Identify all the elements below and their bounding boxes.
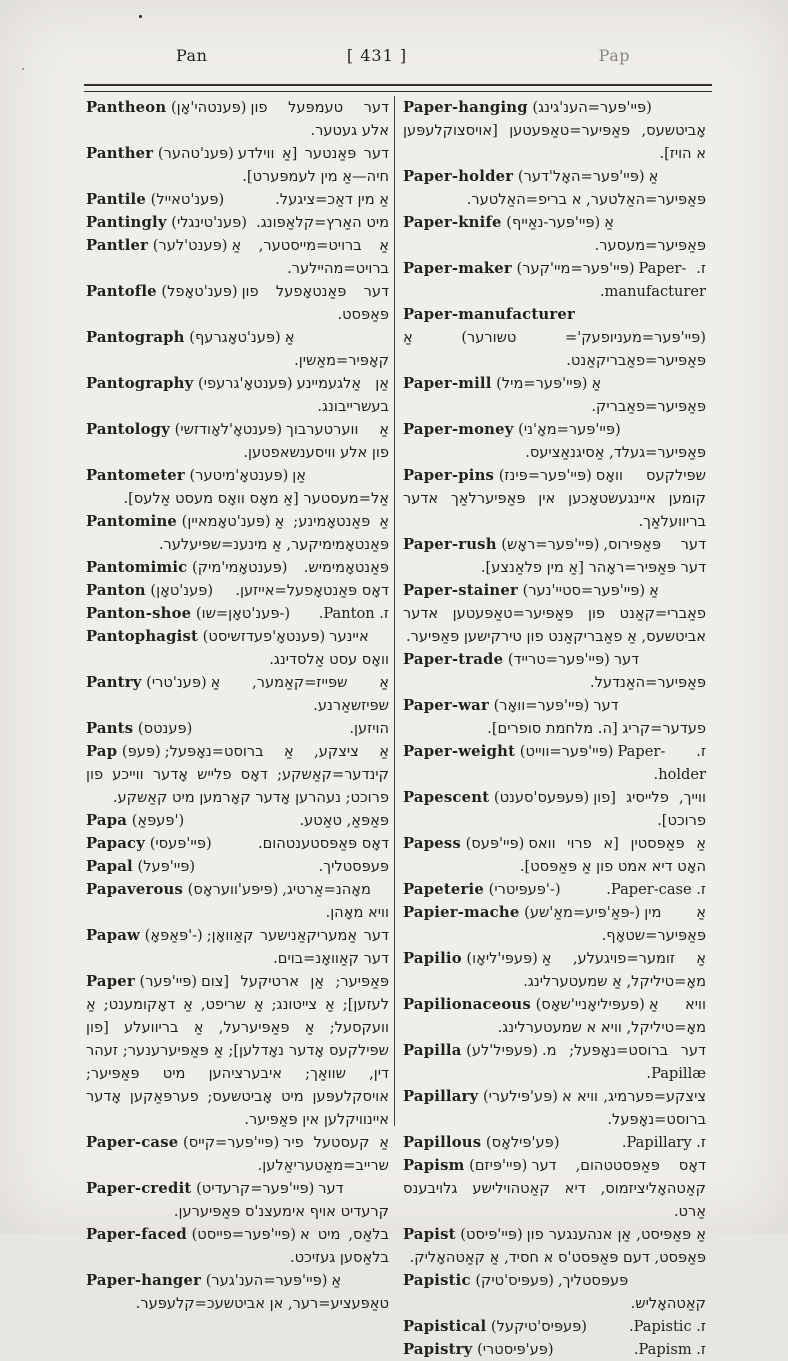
- definition-yiddish: ז. Paper-holder.: [617, 743, 706, 783]
- headword: Pantography: [86, 375, 194, 392]
- dictionary-entry: [86, 832, 389, 855]
- definition-yiddish: דער פּאַפּיער=האַנדעל.: [589, 651, 706, 691]
- definition-yiddish: דער קרעדיט אויף אימעצנ'ס פּאַפּיערען.: [173, 1180, 389, 1220]
- headword-with-pronunciation: [403, 878, 565, 901]
- dictionary-entry: [86, 280, 389, 326]
- headword-with-pronunciation: [86, 809, 188, 832]
- pronunciation: (פּיי'פּער=קייס): [178, 1134, 280, 1151]
- headword-with-pronunciation: [403, 832, 528, 855]
- headword: Papist: [403, 1226, 456, 1243]
- definition-yiddish: פּעפּסטליך, קאַטהאָליש.: [557, 1272, 706, 1312]
- headword: Papistry: [403, 1341, 473, 1358]
- definition-yiddish: פּאַפּיער=געלד, אַסיגנאַציעס.: [525, 444, 706, 461]
- pronunciation: (פּענטאָ'לאָודזשי): [170, 421, 283, 438]
- definition-yiddish: אַ פּאַפּיער=פאַבריק.: [591, 375, 706, 415]
- pronunciation: (פּיי'פּער=הענ'גינג): [527, 99, 652, 116]
- headword: Pantomine: [86, 513, 178, 530]
- two-column-text-block: [86, 96, 706, 1358]
- headword: Papilionaceous: [403, 996, 531, 1013]
- headword: Paper-faced: [86, 1226, 187, 1243]
- headword: Papescent: [403, 789, 490, 806]
- headword-with-pronunciation: [86, 1223, 300, 1246]
- headword-with-pronunciation: [403, 257, 639, 280]
- headword-with-pronunciation: [403, 1039, 542, 1062]
- pronunciation: (פּיי'פּער=וואָר): [488, 697, 590, 714]
- dictionary-entry: [403, 1085, 706, 1131]
- dictionary-entry: [86, 671, 389, 717]
- pronunciation: (פּיי'פּער=ווייט): [515, 743, 614, 760]
- headword: Panton-shoe: [86, 605, 192, 622]
- dictionary-entry: [403, 1131, 706, 1154]
- pronunciation: (פּיי'פּער=הענ'גער): [201, 1272, 328, 1289]
- headword: Pantile: [86, 191, 146, 208]
- dictionary-entry: [403, 832, 706, 878]
- dictionary-entry: [86, 142, 389, 188]
- headword: Papism: [403, 1157, 465, 1174]
- definition-yiddish: מאָהנ=אַרטיג, וויא מאָהן.: [282, 881, 389, 921]
- headword: Paper: [86, 973, 135, 990]
- headword: Paper-manufacturer: [403, 306, 575, 323]
- definition-yiddish: מיט האַרץ=קלאַפּונג.: [256, 214, 389, 231]
- definition-yiddish: אַ פּאַפּיער=האַלטער, א בריפ=האַלטער.: [466, 168, 706, 208]
- pronunciation: (פּאַ'פּיע=מאַ'שע-): [519, 904, 641, 921]
- headword-with-pronunciation: [403, 1223, 527, 1246]
- headword: Panton: [86, 582, 146, 599]
- definition-yiddish: דער אַמעריקאַנישער קאַוואָן; דער קאַוואָנ=בוים.: [206, 927, 389, 967]
- scan-speck: [22, 68, 24, 70]
- definition-yiddish: וויא אַ מאָ=טיליקל, וויא א שמעטערלינג.: [497, 996, 706, 1036]
- dictionary-entry: [403, 947, 706, 993]
- headword: Paper-pins: [403, 467, 495, 484]
- headword: Paper-weight: [403, 743, 516, 760]
- dictionary-entry: [403, 901, 706, 947]
- headword-with-pronunciation: [403, 418, 625, 441]
- definition-yiddish: אַ ברויט=מייסטער, אַ ברויט=מהיילער.: [231, 237, 389, 277]
- headword-with-pronunciation: [86, 1131, 283, 1154]
- pronunciation: (פּיי'פּיסט): [455, 1226, 523, 1243]
- headword-with-pronunciation: [86, 211, 251, 234]
- headword: Pantology: [86, 421, 171, 438]
- headword-with-pronunciation: [403, 1315, 591, 1338]
- dictionary-entry: [86, 717, 389, 740]
- headword: Paper-war: [403, 697, 489, 714]
- dictionary-entry: [403, 648, 706, 694]
- right-column: [395, 96, 706, 1358]
- headword-with-pronunciation: [403, 579, 649, 602]
- dictionary-entry: [86, 1269, 389, 1315]
- pronunciation: (פּע'פּיסטרי): [472, 1341, 554, 1358]
- headword: Pantheon: [86, 99, 167, 116]
- definition-yiddish: ז. Papism.: [633, 1341, 706, 1358]
- pronunciation: (פּיי'פּער=האָל'דער): [513, 168, 645, 185]
- dictionary-entry: [86, 418, 389, 464]
- definition-yiddish: אַ ציצקע, אַ ברוסט=נאָפּעל; קינדער=קאַשקע; דאָס פלייש אָדער ווייכע פון פרוכט; נעהרען אָדער קאָרמען מיט קאַשקע.: [86, 743, 389, 806]
- pronunciation: (פּיי'פּער-נאַייף): [501, 214, 601, 231]
- headword: Paper-knife: [403, 214, 502, 231]
- definition-yiddish: דער ברוסט=נאָפּעל; מ. Papillæ.: [541, 1042, 706, 1082]
- headword-with-pronunciation: [403, 648, 614, 671]
- headword-with-pronunciation: [403, 1338, 558, 1361]
- dictionary-entry: [86, 878, 389, 924]
- pronunciation: (פּיי'פּעסי): [145, 835, 212, 852]
- pronunciation: (פּעפּ): [117, 743, 161, 760]
- pronunciation: (פּעפּעס'סענט): [489, 789, 590, 806]
- pronunciation: (פּיפּע'וועראָס): [183, 881, 279, 898]
- definition-yiddish: אַן אַלגעמיינע בעשרייבונג.: [296, 375, 389, 415]
- header-double-rule: [84, 84, 712, 92]
- page-number: [ 431 ]: [346, 46, 408, 65]
- headword-with-pronunciation: [86, 970, 201, 993]
- pronunciation: (פּע'פּילערי): [478, 1088, 558, 1105]
- definition-yiddish: דער פעדער=קריג [ה. מלחמת סופרים].: [487, 697, 706, 737]
- pronunciation: (פּיי'פּער): [134, 973, 198, 990]
- dictionary-entry: [86, 809, 389, 832]
- definition-yiddish: אַן אַל=מעסטער [אַ מאָס וואָס מעסט אַלעס].: [123, 467, 389, 507]
- dictionary-entry: [403, 694, 706, 740]
- pronunciation: (פּענטאָ'גרעפי): [193, 375, 293, 392]
- pronunciation: (פּענ'טהער): [153, 145, 234, 162]
- dictionary-entry: [403, 257, 706, 303]
- headword: Papistic: [403, 1272, 471, 1289]
- definition-yiddish: אַ פּאַנטאָמינע; אַ פּאַנטאָמימיקער, אַ מינענ=שפּיעלער.: [158, 513, 389, 553]
- pronunciation: (פּענט'לער): [148, 237, 228, 254]
- dictionary-entry: [403, 165, 706, 211]
- headword-with-pronunciation: [86, 717, 196, 740]
- headword: Pantomimic: [86, 559, 188, 576]
- definition-yiddish: דאָס פּאַנטאָפעל=אייזען.: [235, 582, 389, 599]
- definition-yiddish: ז. Papistic.: [628, 1318, 706, 1335]
- dictionary-entry: [403, 579, 706, 648]
- headword-with-pronunciation: [86, 510, 275, 533]
- headword-with-pronunciation: [86, 832, 216, 855]
- definition-yiddish: דער טעמפּעל פון אלע געטער.: [250, 99, 389, 139]
- pronunciation: (פּעפּיל'לע): [461, 1042, 538, 1059]
- headword-with-pronunciation: [86, 1269, 331, 1292]
- pronunciation: (פּיי'פּער=פייסט): [186, 1226, 296, 1243]
- dictionary-entry: [86, 556, 389, 579]
- definition-yiddish: אַ טאַפּעציע=רער, אן אביטשעכ=קלעפּער.: [135, 1272, 389, 1312]
- definition-yiddish: פּאַפּאַ, טאַטע.: [299, 812, 389, 829]
- dictionary-entry: [403, 533, 706, 579]
- headword-with-pronunciation: [86, 418, 286, 441]
- headword-with-pronunciation: [86, 556, 291, 579]
- definition-yiddish: אַ מין פּאַפּיער=שטאָף.: [601, 904, 706, 944]
- pronunciation: (פּענ'טאייל): [145, 191, 225, 208]
- dictionary-entry: [86, 211, 389, 234]
- headword-with-pronunciation: [86, 855, 199, 878]
- pronunciation: (פּענ'טרי): [141, 674, 207, 691]
- headword: Paper-holder: [403, 168, 514, 185]
- pronunciation: (פּעפּי'ליאָו): [461, 950, 538, 967]
- dictionary-entry: [403, 878, 706, 901]
- headword-with-pronunciation: [86, 671, 211, 694]
- headword-with-pronunciation: [86, 878, 282, 901]
- headword: Papistical: [403, 1318, 487, 1335]
- headword: Papilla: [403, 1042, 462, 1059]
- pronunciation: (פּענ'טינגלי): [166, 214, 247, 231]
- dictionary-entry: [86, 326, 389, 372]
- headword: Paper-hanging: [403, 99, 528, 116]
- definition-yiddish: ווייך, פלייסיג [פון פרוכט].: [593, 789, 706, 829]
- headword-with-pronunciation: [403, 901, 644, 924]
- left-column: [86, 96, 395, 1312]
- dictionary-entry: [403, 418, 706, 464]
- headword-with-pronunciation: [86, 579, 217, 602]
- dictionary-entry: [86, 372, 389, 418]
- pronunciation: (פּאַפּאָ'-): [140, 927, 203, 944]
- pronunciation: (פּיי'פּער=ראָש): [496, 536, 600, 553]
- pronunciation: (פּיי'פּעס): [460, 835, 525, 852]
- definition-yiddish: ז. Paper-manufacturer.: [599, 260, 706, 300]
- dictionary-entry: [403, 786, 706, 832]
- pronunciation: (פּענטאָ'מיטער): [184, 467, 289, 484]
- definition-yiddish: בלאַס, מיט א בלאַסען געזיכט.: [290, 1226, 389, 1266]
- pronunciation: (פּע'פּילאָס): [481, 1134, 560, 1151]
- headword-with-pronunciation: [403, 1154, 531, 1177]
- dictionary-entry: [86, 510, 389, 556]
- headword: Pap: [86, 743, 118, 760]
- dictionary-entry: [403, 464, 706, 533]
- definition-yiddish: אַ פּאַפּיער=מעסער.: [594, 214, 706, 254]
- pronunciation: (פּיי'פּער=פּינז): [494, 467, 592, 484]
- dictionary-entry: [403, 211, 706, 257]
- headword-with-pronunciation: [86, 602, 294, 625]
- dictionary-entry: [86, 1177, 389, 1223]
- pronunciation: (פּענטס): [133, 720, 193, 737]
- dictionary-entry: [86, 464, 389, 510]
- definition-yiddish: פּאַנטאָמימיש.: [303, 559, 389, 576]
- headword-with-pronunciation: [86, 924, 207, 947]
- dictionary-entry: [403, 372, 706, 418]
- headword-with-pronunciation: [403, 1131, 564, 1154]
- definition-yiddish: דאָס פּאַפּסטענטהום.: [257, 835, 389, 852]
- headword-with-pronunciation: [86, 234, 231, 257]
- pronunciation: (פּענ'טאָן): [145, 582, 214, 599]
- pronunciation: (פּענ'טאָמאיין): [177, 513, 271, 530]
- pronunciation: (פּענטהי'אָן): [166, 99, 247, 116]
- definition-yiddish: אַ שפּייז=קאַמער, אַ שפּיזשאַרנע.: [210, 674, 389, 714]
- dictionary-entry: [403, 1154, 706, 1223]
- dictionary-entry: [403, 740, 706, 786]
- pronunciation: (פּענטאָ'פעדזשיסט): [198, 628, 326, 645]
- dictionary-entry: [86, 1131, 389, 1177]
- headword: Paper-money: [403, 421, 514, 438]
- dictionary-entry: [86, 740, 389, 809]
- headword-with-pronunciation: [86, 142, 238, 165]
- definition-yiddish: דער פּאַפּירוס, דער פּאַפּיר=ראָהר [אַ מין פלאַנצע].: [480, 536, 706, 576]
- definition-yiddish: דער פּאַנטער [אַ ווילדע חיה—אַ מין לעמפּערט].: [237, 145, 389, 185]
- headword: Pants: [86, 720, 134, 737]
- headword-with-pronunciation: [86, 280, 242, 303]
- headword-with-pronunciation: [403, 533, 603, 556]
- definition-yiddish: פּאַפּיער; אַן ארטיקעל [צום לעזען]; אַ צייטונג; אַ שריפט, אַ דאָקומענט; אַ וועקסעל; אַ פּאַפּיערעל, אַ בריוועלע [פון שפּילקעס אָדער נאָדלען]; אַ פּאַפּיערענער; זעהר דין, שוואַך; איבערציהען מיט פּאַפּיער; אויסקלעפּען מיט אָביטשעס; פערפּאַקען אָדער איינוויקלען אין פּאַפּיער.: [86, 973, 389, 1128]
- headword-with-pronunciation: [403, 694, 593, 717]
- headword-with-pronunciation: [86, 625, 329, 648]
- pronunciation: (פּעפּיטרי'-): [483, 881, 561, 898]
- definition-yiddish: (פּיי'פּער=מעניופעק'= טשורער) אַ פּאַפּיער=פאַבריקאַנט.: [403, 329, 706, 369]
- definition-yiddish: דאָס פּאַפּסטטהום, דער קאַטהאָליציזמוס, דיא קאַטהוילישע גלויבענס אַרט.: [403, 1157, 706, 1220]
- pronunciation: (פּענ'טאָפל): [156, 283, 238, 300]
- definition-yiddish: אָביטשעס, פּאַפּיער=טאַפּעטען [אויסצוקלעפּען א הויז].: [403, 122, 706, 162]
- definition-yiddish: אַ קאָפּיר=מאַשין.: [284, 329, 389, 369]
- definition-yiddish: איינער וואָס עסט אַלסדינג.: [269, 628, 389, 668]
- headword: Pantingly: [86, 214, 167, 231]
- headword: Panther: [86, 145, 154, 162]
- scan-speck: [139, 15, 142, 18]
- headword-with-pronunciation: [86, 464, 292, 487]
- pronunciation: (פּענטאָמי'מיק): [187, 559, 288, 576]
- headword: Paper-trade: [403, 651, 504, 668]
- headword: Paper-rush: [403, 536, 497, 553]
- definition-yiddish: אַ קעסטעל פיר שרייב=מאַטעריאַלען.: [257, 1134, 389, 1174]
- headword-with-pronunciation: [403, 372, 591, 395]
- headword: Papillary: [403, 1088, 479, 1105]
- headword: Pantry: [86, 674, 142, 691]
- headword-with-pronunciation: [403, 96, 656, 119]
- pronunciation: (פּיי'פּער=מיי'קער): [511, 260, 635, 277]
- pronunciation: (פּעפּיס'טיקעל): [486, 1318, 587, 1335]
- dictionary-entry: [403, 1223, 706, 1269]
- headword: Papal: [86, 858, 133, 875]
- definition-yiddish: ציצקע=פערמיג, וויא א ברוסט=נאָפּעל.: [561, 1088, 706, 1128]
- headword-with-pronunciation: [403, 786, 593, 809]
- pronunciation: (פּעפּאַ'): [127, 812, 185, 829]
- dictionary-entry: [403, 96, 706, 165]
- dictionary-entry: [403, 1338, 706, 1361]
- dictionary-entry: [403, 993, 706, 1039]
- headword-with-pronunciation: [86, 1177, 318, 1200]
- headword: Pantophagist: [86, 628, 199, 645]
- headword-with-pronunciation: [86, 372, 297, 395]
- definition-yiddish: אַ מין דאַכ=ציגעל.: [275, 191, 389, 208]
- headword-with-pronunciation: [403, 464, 596, 487]
- headword: Papeterie: [403, 881, 484, 898]
- definition-yiddish: דער פּאַנטאָפעל פון פּאַפּסט.: [241, 283, 389, 323]
- headword-with-pronunciation: [403, 993, 649, 1016]
- dictionary-entry: [86, 1223, 389, 1269]
- headword-with-pronunciation: [86, 188, 228, 211]
- headword-with-pronunciation: [403, 1269, 558, 1292]
- definition-yiddish: אַ ווערטערבוך פון אלע וויסענשאפטען.: [243, 421, 389, 461]
- headword-with-pronunciation: [86, 96, 250, 119]
- dictionary-entry: [86, 970, 389, 1131]
- pronunciation: (פּעפּיס'טיק): [470, 1272, 554, 1289]
- headword: Papa: [86, 812, 128, 829]
- dictionary-entry: [403, 1269, 706, 1315]
- dictionary-entry: [86, 234, 389, 280]
- headword-with-pronunciation: [403, 165, 649, 188]
- headword: Paper-mill: [403, 375, 492, 392]
- headword: Pantometer: [86, 467, 185, 484]
- definition-yiddish: שפּילקעס וואָס קומען איינגעשטאָכען אין פּאַפּיערלאַך אדער בריוועלאַך.: [403, 467, 706, 530]
- headword-with-pronunciation: [86, 326, 285, 349]
- definition-yiddish: הויזען.: [349, 720, 389, 737]
- pronunciation: (פּענ'טאָן=שו-): [191, 605, 291, 622]
- dictionary-entry: [403, 303, 706, 372]
- pronunciation: (פּיי'פּיזם): [464, 1157, 528, 1174]
- headword: Pantofle: [86, 283, 157, 300]
- running-head-right-word: Pap: [598, 46, 630, 65]
- headword-with-pronunciation: [403, 947, 542, 970]
- headword-with-pronunciation: [403, 740, 618, 763]
- headword: Papilio: [403, 950, 462, 967]
- dictionary-entry: [86, 855, 389, 878]
- headword: Paper-credit: [86, 1180, 192, 1197]
- definition-yiddish: אַ פּאַפּיסט, אַן אנהענגער פון פּאַפּסט, דעם פּאַפּסט'ס א חסיד, אַ קאַטהאָליק.: [409, 1226, 706, 1266]
- dictionary-entry: [86, 579, 389, 602]
- definition-yiddish: ז. Panton.: [318, 605, 389, 622]
- running-head: [84, 46, 710, 68]
- headword: Papaw: [86, 927, 140, 944]
- running-head-left-word: Pan: [176, 46, 208, 65]
- headword: Paper-case: [86, 1134, 179, 1151]
- dictionary-entry: [86, 188, 389, 211]
- pronunciation: (פּיי'פּער=קרעדיט): [191, 1180, 315, 1197]
- headword: Paper-stainer: [403, 582, 518, 599]
- pronunciation: (פּענ'טאָגרעף): [184, 329, 281, 346]
- pronunciation: (פּיי'פּער=טרייד): [503, 651, 610, 668]
- definition-yiddish: פּעפּסטליך.: [318, 858, 389, 875]
- headword: Papillous: [403, 1134, 482, 1151]
- definition-yiddish: ז. Papillary.: [621, 1134, 706, 1151]
- pronunciation: (פּיי'פּער=מאָ'ני): [513, 421, 621, 438]
- pronunciation: (פּיי'פּעל): [132, 858, 196, 875]
- headword: Papess: [403, 835, 461, 852]
- headword: Papacy: [86, 835, 146, 852]
- pronunciation: (פּיי'פּער=מיל): [491, 375, 588, 392]
- dictionary-entry: [86, 625, 389, 671]
- headword-with-pronunciation: [403, 303, 579, 326]
- pronunciation: (פּעפּיליאָניי'שאָס): [530, 996, 645, 1013]
- pronunciation: (פּיי'פּער=סטיי'נער): [517, 582, 646, 599]
- dictionary-entry: [86, 602, 389, 625]
- headword: Pantograph: [86, 329, 185, 346]
- headword: Papaverous: [86, 881, 184, 898]
- definition-yiddish: ז. Paper-case.: [606, 881, 706, 898]
- definition-yiddish: אַ זומער=פויגעלע, אַ מאָ=טיליקל, אַ שמעטערלינג.: [523, 950, 706, 990]
- dictionary-entry: [403, 1039, 706, 1085]
- dictionary-entry: [403, 1315, 706, 1338]
- headword: Pantler: [86, 237, 149, 254]
- headword: Paper-maker: [403, 260, 512, 277]
- headword-with-pronunciation: [86, 740, 165, 763]
- headword-with-pronunciation: [403, 211, 604, 234]
- dictionary-entry: [86, 924, 389, 970]
- headword: Paper-hanger: [86, 1272, 202, 1289]
- headword-with-pronunciation: [403, 1085, 562, 1108]
- definition-yiddish: אַ פאַברי=קאַנט פון פּאַפּיער=טאַפּעטען אדער אביטשעס, אַ פאַבריקאַנט פון טירקישען פּאַפּיער.: [403, 582, 706, 645]
- definition-yiddish: אַ פּאַפּסטין [א פרוי וואס האָט דיא אמט פון אַ פּאַפּסט].: [519, 835, 706, 875]
- headword: Papier-mache: [403, 904, 520, 921]
- dictionary-entry: [86, 96, 389, 142]
